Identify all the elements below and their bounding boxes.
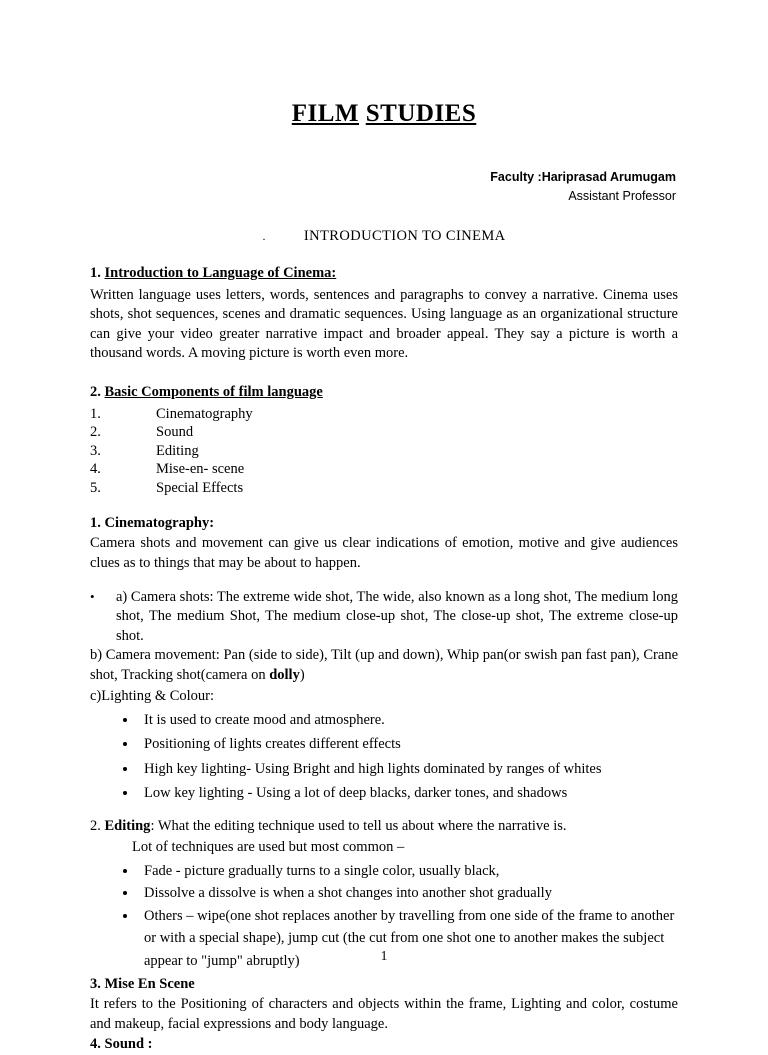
list-item: • Dissolve a dissolve is when a shot changes into another shot gradually bbox=[138, 882, 678, 904]
editing-subline: Lot of techniques are used but most common – bbox=[132, 839, 405, 856]
section-1-paragraph: Written language uses letters, words, sentences and paragraphs to convey a narrative. Cinema uses shots, shot sequences, scenes and dramatic sequences. Using language as an organizational structure can give your video greater narrative impact and broader appeal. They say a picture is worth a thousand words. A moving picture is worth even more. bbox=[90, 286, 678, 362]
faculty-name: Faculty :Hariprasad Arumugam bbox=[490, 170, 676, 184]
camera-movement-post: ) bbox=[299, 666, 305, 683]
camera-movement-pre: b) Camera movement: Pan (side to side), Tilt (up and down), Whip pan(or swish pan fast pan), Crane shot, Tracking shot(camera on bbox=[90, 647, 678, 683]
list-item: • High key lighting- Using Bright and high lights dominated by ranges of whites bbox=[138, 758, 678, 780]
mise-en-scene-paragraph: It refers to the Positioning of characters and objects within the frame, Lighting and color, costume and makeup, facial expressions and body language. bbox=[90, 996, 678, 1032]
list-item-label: Mise-en- scene bbox=[156, 461, 245, 478]
editing-heading bbox=[90, 817, 678, 837]
faculty-block bbox=[90, 168, 678, 206]
camera-shots-row bbox=[90, 588, 678, 647]
bullet-icon: • bbox=[90, 588, 95, 604]
list-item bbox=[90, 423, 678, 442]
list-item: • Others – wipe(one shot replaces another by travelling from one side of the frame to another or with a special shape), jump cut (the cut from one shot one to another makes the subject appear to "jump" abruptly) bbox=[138, 905, 678, 972]
list-item bbox=[90, 442, 678, 461]
list-item: • It is used to create mood and atmosphere. bbox=[138, 709, 678, 731]
list-item-number: 4. bbox=[90, 461, 101, 478]
list-item: • Positioning of lights creates different effects bbox=[138, 733, 678, 755]
list-item-number: 5. bbox=[90, 479, 101, 496]
cinematography-paragraph: Camera shots and movement can give us clear indications of emotion, motive and give audiences clues as to things that may be about to happen. bbox=[90, 535, 678, 572]
title-word-studies: STUDIES bbox=[365, 100, 477, 127]
list-item-label: Sound bbox=[156, 424, 194, 441]
list-item bbox=[90, 460, 678, 479]
section-2-number: 2. bbox=[90, 383, 101, 400]
section-1-heading bbox=[90, 265, 678, 282]
list-item: • Fade - picture gradually turns to a single color, usually black, bbox=[138, 860, 678, 882]
sound-heading: 4. Sound : bbox=[90, 1036, 153, 1053]
camera-shots-text: a) Camera shots: The extreme wide shot, The wide, also known as a long shot, The medium long shot, The medium Shot, The medium close-up shot, The close-up shot, The extreme close-up shot. bbox=[116, 588, 678, 644]
list-item bbox=[90, 405, 678, 424]
lighting-list bbox=[90, 709, 678, 805]
list-item-number: 1. bbox=[90, 405, 101, 422]
list-item-label: Special Effects bbox=[156, 479, 244, 496]
faculty-role: Assistant Professor bbox=[568, 188, 676, 203]
section-2-title: Basic Components of film language bbox=[104, 383, 323, 400]
camera-movement-bold: dolly bbox=[269, 666, 300, 683]
editing-text: : What the editing technique used to tell us about where the narrative is. bbox=[150, 817, 567, 834]
page-title bbox=[90, 100, 678, 128]
mise-en-scene-heading: 3. Mise En Scene bbox=[90, 976, 195, 993]
document-body bbox=[90, 100, 678, 1055]
editing-label: Editing bbox=[104, 817, 151, 834]
list-item-number: 3. bbox=[90, 442, 101, 459]
list-item bbox=[90, 479, 678, 498]
section-2-heading bbox=[90, 384, 678, 401]
intro-heading: INTRODUCTION TO CINEMA bbox=[303, 227, 506, 244]
section-1-title: Introduction to Language of Cinema: bbox=[104, 264, 337, 281]
section-1-number: 1. bbox=[90, 264, 101, 281]
cinematography-heading: 1. Cinematography: bbox=[90, 515, 215, 532]
camera-movement-text bbox=[90, 646, 678, 685]
page-number: 1 bbox=[380, 948, 388, 963]
list-item-number: 2. bbox=[90, 424, 101, 441]
list-item-label: Editing bbox=[156, 442, 199, 459]
lighting-label: c)Lighting & Colour: bbox=[90, 688, 215, 705]
components-list bbox=[90, 405, 678, 498]
intro-heading-line bbox=[90, 228, 678, 245]
title-word-film: FILM bbox=[291, 100, 360, 127]
list-item-label: Cinematography bbox=[156, 405, 253, 422]
intro-dot: . bbox=[262, 228, 266, 243]
editing-prefix: 2. bbox=[90, 817, 105, 834]
list-item: • Low key lighting - Using a lot of deep blacks, darker tones, and shadows bbox=[138, 782, 678, 804]
